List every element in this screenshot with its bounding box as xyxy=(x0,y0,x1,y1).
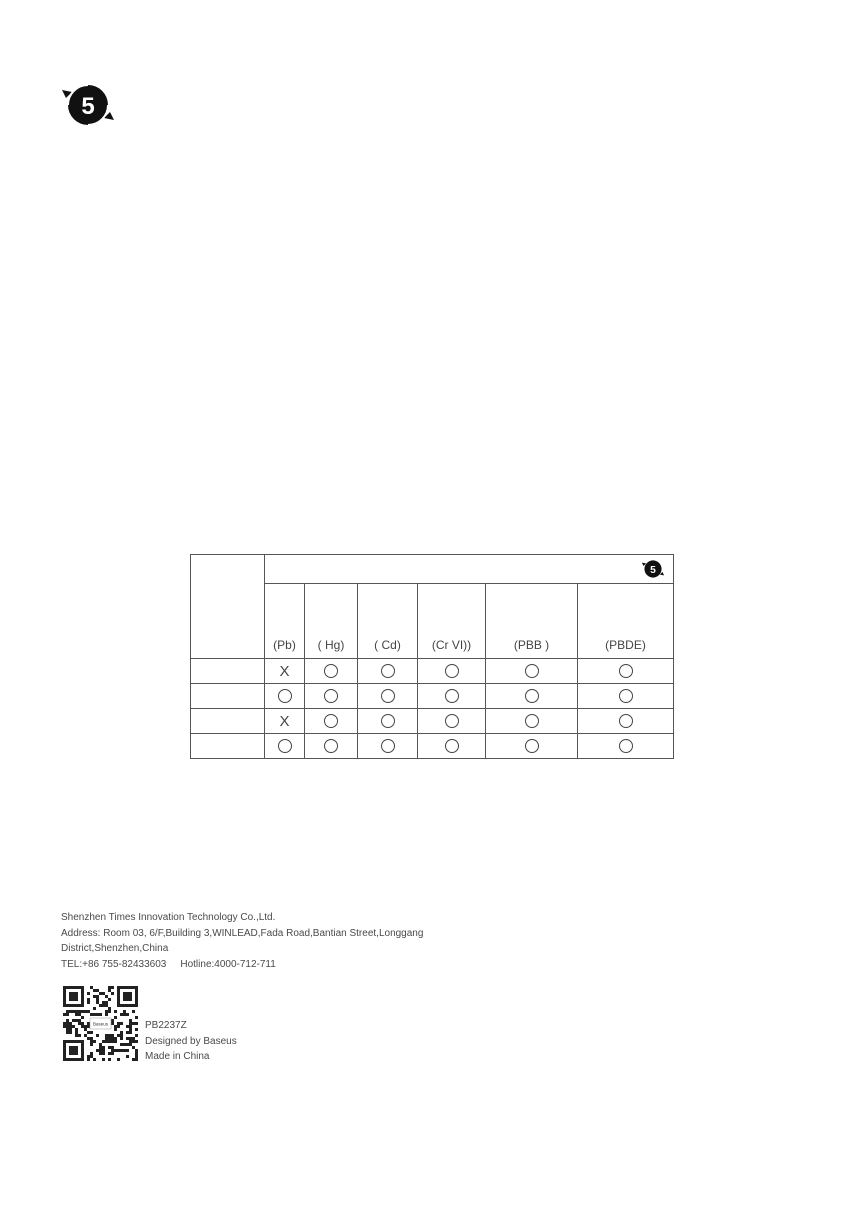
qr-module xyxy=(108,1052,111,1055)
qr-module xyxy=(135,1022,138,1025)
qr-code-icon xyxy=(63,986,138,1061)
company-info xyxy=(61,910,423,972)
qr-module xyxy=(96,1034,99,1037)
substance-cell xyxy=(418,734,486,759)
qr-module xyxy=(117,1058,120,1061)
compliant-circle-icon xyxy=(525,739,539,753)
table-row xyxy=(191,709,674,734)
part-name-cell xyxy=(191,709,265,734)
qr-module xyxy=(105,1004,108,1007)
hotline: Hotline:4000-712-711 xyxy=(180,958,276,970)
qr-module xyxy=(96,998,99,1001)
qr-module xyxy=(132,1037,135,1040)
qr-module xyxy=(75,1034,78,1037)
header-hg: ( Hg) xyxy=(305,584,358,659)
qr-module xyxy=(108,986,111,989)
qr-module xyxy=(129,1037,132,1040)
compliant-circle-icon xyxy=(619,664,633,678)
substance-cell xyxy=(578,734,674,759)
qr-module xyxy=(81,1016,84,1019)
qr-module xyxy=(129,1028,132,1031)
qr-module xyxy=(114,1037,117,1040)
qr-module xyxy=(123,1043,126,1046)
substance-cell xyxy=(358,734,418,759)
qr-module xyxy=(111,1034,114,1037)
qr-module xyxy=(69,1025,72,1028)
qr-module xyxy=(120,1034,123,1037)
compliant-circle-icon xyxy=(278,739,292,753)
part-name-cell xyxy=(191,734,265,759)
qr-module xyxy=(66,1010,69,1013)
qr-module xyxy=(120,1037,123,1040)
qr-module xyxy=(108,1040,111,1043)
table-row xyxy=(191,734,674,759)
table-title-cell xyxy=(265,555,674,584)
substance-cell xyxy=(418,684,486,709)
qr-module xyxy=(132,1040,135,1043)
qr-module xyxy=(132,1046,135,1049)
qr-module xyxy=(111,1049,114,1052)
qr-module xyxy=(69,1031,72,1034)
qr-module xyxy=(117,1025,120,1028)
qr-module xyxy=(105,1034,108,1037)
qr-module xyxy=(126,1031,129,1034)
qr-module xyxy=(135,1040,138,1043)
qr-module xyxy=(105,995,108,998)
substance-cell xyxy=(358,659,418,684)
qr-module xyxy=(87,1001,90,1004)
qr-module xyxy=(93,1040,96,1043)
compliant-circle-icon xyxy=(381,714,395,728)
qr-module xyxy=(78,1019,81,1022)
qr-module xyxy=(87,1055,90,1058)
substance-cell xyxy=(418,709,486,734)
substance-cell xyxy=(578,709,674,734)
qr-module xyxy=(108,1034,111,1037)
qr-module xyxy=(108,1046,111,1049)
qr-module xyxy=(93,1058,96,1061)
qr-module xyxy=(105,1013,108,1016)
qr-module xyxy=(105,1001,108,1004)
qr-module xyxy=(96,1013,99,1016)
qr-module xyxy=(72,1010,75,1013)
efup-5-icon xyxy=(60,80,116,130)
qr-module xyxy=(90,1055,93,1058)
qr-module xyxy=(87,1037,90,1040)
compliant-circle-icon xyxy=(445,739,459,753)
qr-module xyxy=(114,1010,117,1013)
qr-module xyxy=(126,1013,129,1016)
compliant-circle-icon xyxy=(619,689,633,703)
qr-module xyxy=(102,1052,105,1055)
qr-module xyxy=(72,1019,75,1022)
qr-module xyxy=(87,1010,90,1013)
substance-cell xyxy=(265,709,305,734)
substance-cell xyxy=(265,659,305,684)
qr-module xyxy=(102,1046,105,1049)
qr-module xyxy=(78,1022,81,1025)
compliant-circle-icon xyxy=(619,739,633,753)
table-row xyxy=(191,684,674,709)
qr-module xyxy=(108,1037,111,1040)
qr-module xyxy=(99,1013,102,1016)
qr-module xyxy=(63,1013,66,1016)
qr-module xyxy=(108,989,111,992)
qr-module xyxy=(75,1031,78,1034)
qr-module xyxy=(114,1028,117,1031)
qr-module xyxy=(90,1031,93,1034)
qr-module xyxy=(90,1043,93,1046)
qr-module xyxy=(129,1043,132,1046)
qr-module xyxy=(126,1025,129,1028)
qr-module xyxy=(84,1028,87,1031)
table-row xyxy=(191,659,674,684)
qr-module xyxy=(66,1031,69,1034)
exceeds-mark: X xyxy=(279,712,290,730)
qr-module xyxy=(120,1022,123,1025)
substance-cell xyxy=(486,709,578,734)
qr-module xyxy=(96,995,99,998)
qr-module xyxy=(90,1040,93,1043)
qr-module xyxy=(123,1010,126,1013)
qr-module xyxy=(123,1013,126,1016)
address-line-1: Address: Room 03, 6/F,Building 3,WINLEAD,Fada Road,Bantian Street,Longgang xyxy=(61,927,424,939)
model-number: PB2237Z xyxy=(145,1020,187,1031)
qr-module xyxy=(66,1022,69,1025)
substance-cell xyxy=(486,659,578,684)
compliant-circle-icon xyxy=(381,739,395,753)
qr-module xyxy=(66,1019,69,1022)
substance-cell xyxy=(578,684,674,709)
qr-module xyxy=(90,1052,93,1055)
qr-module xyxy=(87,1025,90,1028)
qr-module xyxy=(66,1025,69,1028)
contact-line xyxy=(61,957,423,973)
hazard-substance-table xyxy=(190,554,674,759)
qr-module xyxy=(90,1013,93,1016)
qr-module xyxy=(75,1013,78,1016)
qr-module xyxy=(102,992,105,995)
qr-module xyxy=(120,1049,123,1052)
qr-module xyxy=(129,1031,132,1034)
qr-module xyxy=(132,1022,135,1025)
substance-cell xyxy=(486,684,578,709)
qr-module xyxy=(135,1049,138,1052)
compliant-circle-icon xyxy=(525,664,539,678)
qr-module xyxy=(84,1034,87,1037)
qr-module xyxy=(129,1040,132,1043)
substance-cell xyxy=(265,734,305,759)
address-line-2: District,Shenzhen,China xyxy=(61,943,169,954)
qr-module xyxy=(75,1010,78,1013)
made-in: Made in China xyxy=(145,1051,210,1062)
qr-module xyxy=(69,1010,72,1013)
qr-module xyxy=(96,1001,99,1004)
efup-small-digit: 5 xyxy=(650,564,656,576)
qr-module xyxy=(96,1049,99,1052)
qr-module xyxy=(78,1010,81,1013)
qr-module xyxy=(99,1004,102,1007)
qr-module xyxy=(108,1010,111,1013)
compliant-circle-icon xyxy=(278,689,292,703)
compliant-circle-icon xyxy=(381,664,395,678)
qr-module xyxy=(75,1028,78,1031)
qr-module xyxy=(129,1025,132,1028)
qr-module xyxy=(99,1052,102,1055)
qr-module xyxy=(102,1040,105,1043)
qr-module xyxy=(111,1040,114,1043)
qr-module xyxy=(87,1058,90,1061)
qr-module xyxy=(108,1058,111,1061)
qr-module xyxy=(108,1007,111,1010)
substance-cell xyxy=(578,659,674,684)
header-pbde: (PBDE) xyxy=(578,584,674,659)
qr-module xyxy=(135,1052,138,1055)
qr-module xyxy=(90,986,93,989)
qr-module xyxy=(114,1040,117,1043)
qr-module xyxy=(66,1028,69,1031)
part-name-header xyxy=(191,555,265,659)
qr-module xyxy=(102,1049,105,1052)
product-info xyxy=(145,1018,237,1065)
qr-module xyxy=(126,1043,129,1046)
qr-module xyxy=(129,1019,132,1022)
qr-module xyxy=(126,1055,129,1058)
substance-cell xyxy=(305,734,358,759)
header-crvi: (Cr VI)) xyxy=(418,584,486,659)
designed-by: Designed by Baseus xyxy=(145,1035,237,1047)
substance-cell xyxy=(305,659,358,684)
compliant-circle-icon xyxy=(445,664,459,678)
qr-module xyxy=(81,1022,84,1025)
qr-module xyxy=(111,1019,114,1022)
compliant-circle-icon xyxy=(381,689,395,703)
qr-module xyxy=(114,1049,117,1052)
compliant-circle-icon xyxy=(525,714,539,728)
qr-module xyxy=(135,1055,138,1058)
qr-module xyxy=(126,1049,129,1052)
qr-module xyxy=(111,992,114,995)
compliant-circle-icon xyxy=(445,689,459,703)
qr-module xyxy=(87,998,90,1001)
qr-module xyxy=(93,1007,96,1010)
qr-module xyxy=(111,1046,114,1049)
compliant-circle-icon xyxy=(619,714,633,728)
qr-module xyxy=(99,1043,102,1046)
substance-cell xyxy=(265,684,305,709)
compliant-circle-icon xyxy=(324,664,338,678)
qr-module xyxy=(114,1016,117,1019)
qr-module xyxy=(69,1022,72,1025)
qr-module xyxy=(66,1013,69,1016)
qr-module xyxy=(132,1058,135,1061)
qr-module xyxy=(81,1025,84,1028)
compliant-circle-icon xyxy=(324,739,338,753)
qr-module xyxy=(84,1025,87,1028)
qr-module xyxy=(99,1046,102,1049)
header-pbb: (PBB ) xyxy=(486,584,578,659)
header-pb: (Pb) xyxy=(265,584,305,659)
qr-module xyxy=(117,1049,120,1052)
qr-module xyxy=(90,1037,93,1040)
qr-module xyxy=(135,1016,138,1019)
qr-module xyxy=(102,1058,105,1061)
qr-module xyxy=(69,1028,72,1031)
qr-module xyxy=(93,989,96,992)
qr-module xyxy=(99,1049,102,1052)
qr-module xyxy=(102,1001,105,1004)
qr-module xyxy=(111,1022,114,1025)
qr-module xyxy=(123,1049,126,1052)
qr-module xyxy=(108,998,111,1001)
qr-module xyxy=(102,1004,105,1007)
qr-module xyxy=(135,1028,138,1031)
qr-module xyxy=(117,1022,120,1025)
compliant-circle-icon xyxy=(445,714,459,728)
qr-module xyxy=(84,1010,87,1013)
qr-module xyxy=(120,1043,123,1046)
efup-5-small-icon xyxy=(641,558,665,580)
compliant-circle-icon xyxy=(525,689,539,703)
qr-module xyxy=(96,989,99,992)
substance-cell xyxy=(418,659,486,684)
part-name-cell xyxy=(191,684,265,709)
qr-module xyxy=(105,1010,108,1013)
qr-module xyxy=(87,1022,90,1025)
substance-cell xyxy=(486,734,578,759)
qr-module xyxy=(120,1031,123,1034)
qr-module xyxy=(78,1034,81,1037)
qr-module xyxy=(72,1025,75,1028)
qr-module xyxy=(111,986,114,989)
substance-cell xyxy=(305,709,358,734)
qr-module xyxy=(63,1022,66,1025)
company-name: Shenzhen Times Innovation Technology Co.,Ltd. xyxy=(61,912,276,923)
qr-module xyxy=(105,1040,108,1043)
compliant-circle-icon xyxy=(324,714,338,728)
telephone: TEL:+86 755-82433603 xyxy=(61,958,167,970)
qr-module xyxy=(111,1052,114,1055)
qr-module xyxy=(78,1013,81,1016)
qr-module xyxy=(132,1010,135,1013)
qr-module xyxy=(105,1037,108,1040)
qr-module xyxy=(120,1013,123,1016)
qr-module xyxy=(99,992,102,995)
qr-module xyxy=(81,1010,84,1013)
qr-module xyxy=(129,1022,132,1025)
qr-module xyxy=(63,1025,66,1028)
substance-cell xyxy=(358,684,418,709)
substance-cell xyxy=(358,709,418,734)
qr-module xyxy=(75,1019,78,1022)
qr-module xyxy=(135,1058,138,1061)
part-name-cell xyxy=(191,659,265,684)
substance-cell xyxy=(305,684,358,709)
exceeds-mark: X xyxy=(279,662,290,680)
header-cd: ( Cd) xyxy=(358,584,418,659)
qr-module xyxy=(93,1013,96,1016)
efup-digit: 5 xyxy=(81,93,95,120)
qr-center-label: Baseus xyxy=(92,1021,109,1027)
qr-module xyxy=(111,1037,114,1040)
qr-module xyxy=(87,1031,90,1034)
compliant-circle-icon xyxy=(324,689,338,703)
qr-module xyxy=(117,1034,120,1037)
qr-module xyxy=(135,1034,138,1037)
qr-module xyxy=(126,1037,129,1040)
qr-module xyxy=(87,992,90,995)
qr-module xyxy=(114,1025,117,1028)
qr-module xyxy=(93,995,96,998)
